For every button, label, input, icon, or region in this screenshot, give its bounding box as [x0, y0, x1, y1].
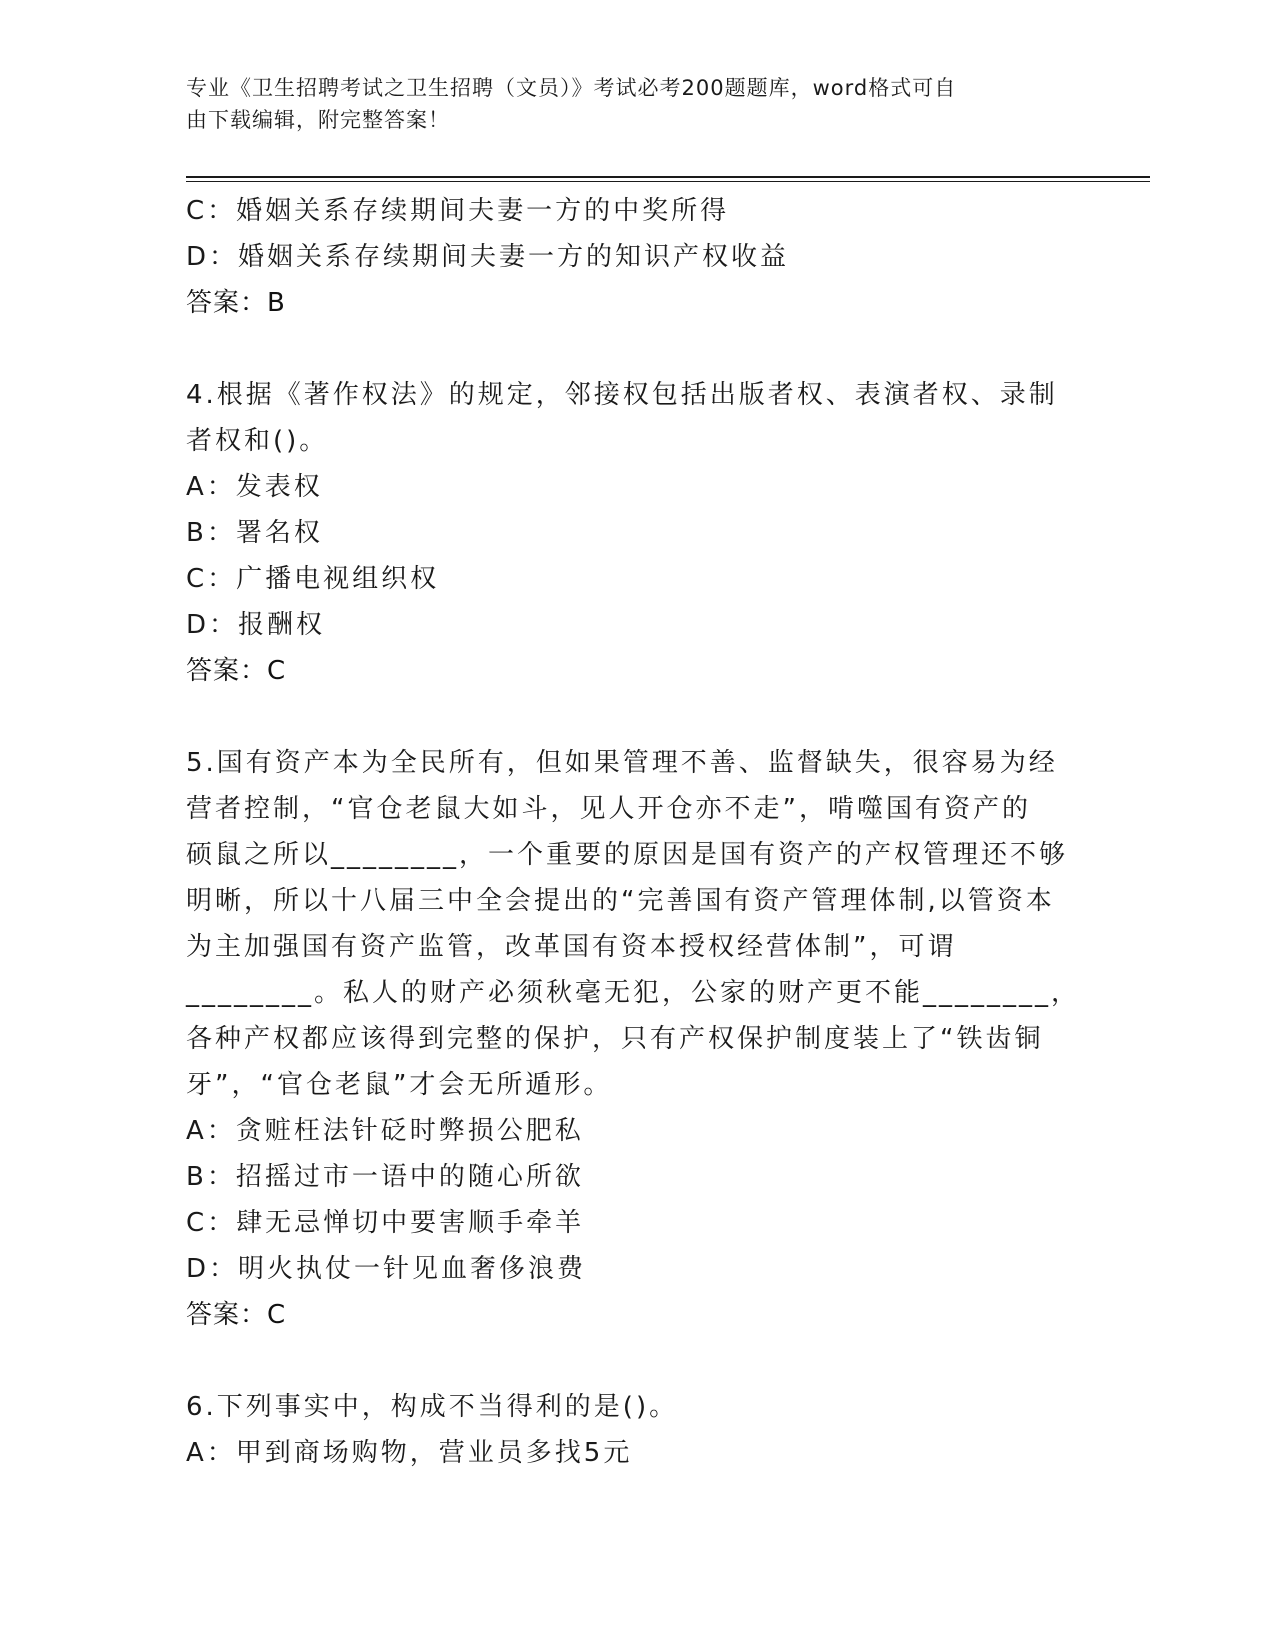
question-4-line-1: 4.根据《著作权法》的规定，邻接权包括出版者权、表演者权、录制 [186, 380, 1058, 410]
prev-answer: 答案：B [186, 288, 286, 318]
question-4-answer: 答案：C [186, 656, 287, 686]
question-5-line-6: ________。私人的财产必须秋毫无犯，公家的财产更不能________， [186, 978, 1081, 1008]
spacer [186, 1338, 1086, 1384]
question-6-option-a: A：甲到商场购物，营业员多找5元 [186, 1438, 633, 1468]
prev-option-d: D：婚姻关系存续期间夫妻一方的知识产权收益 [186, 242, 790, 272]
question-4-option-b: B：署名权 [186, 518, 323, 548]
document-header [186, 72, 1066, 136]
question-5-line-1: 5.国有资产本为全民所有，但如果管理不善、监督缺失，很容易为经 [186, 748, 1058, 778]
question-5-answer: 答案：C [186, 1300, 287, 1330]
question-content [186, 188, 1086, 1476]
question-4-option-c: C：广播电视组织权 [186, 564, 440, 594]
question-5-line-4: 明晰，所以十八届三中全会提出的“完善国有资产管理体制,以管资本 [186, 886, 1055, 916]
question-5-option-a: A：贪赃枉法针砭时弊损公肥私 [186, 1116, 584, 1146]
question-5-line-7: 各种产权都应该得到完整的保护，只有产权保护制度装上了“铁齿铜 [186, 1024, 1044, 1054]
question-5-option-b: B：招摇过市一语中的随心所欲 [186, 1162, 584, 1192]
question-5-line-3: 硕鼠之所以________，一个重要的原因是国有资产的产权管理还不够 [186, 840, 1069, 870]
header-line-1: 专业《卫生招聘考试之卫生招聘（文员）》考试必考200题题库，word格式可自 [186, 76, 957, 100]
question-6-line-1: 6.下列事实中，构成不当得利的是()。 [186, 1392, 679, 1422]
spacer [186, 326, 1086, 372]
header-line-2: 由下载编辑，附完整答案！ [186, 108, 450, 132]
header-divider-thick [186, 176, 1150, 178]
question-4 [186, 372, 1086, 694]
question-5 [186, 740, 1086, 1338]
question-4-line-2: 者权和()。 [186, 426, 329, 456]
header-divider-thin [186, 181, 1150, 182]
question-5-option-d: D：明火执仗一针见血奢侈浪费 [186, 1254, 587, 1284]
question-4-option-a: A：发表权 [186, 472, 323, 502]
question-5-line-8: 牙”，“官仓老鼠”才会无所遁形。 [186, 1070, 613, 1100]
spacer [186, 694, 1086, 740]
question-5-line-5: 为主加强国有资产监管，改革国有资本授权经营体制”，可谓 [186, 932, 957, 962]
question-4-option-d: D：报酬权 [186, 610, 326, 640]
prev-option-c: C：婚姻关系存续期间夫妻一方的中奖所得 [186, 196, 730, 226]
question-6 [186, 1384, 1086, 1476]
question-5-option-c: C：肆无忌惮切中要害顺手牵羊 [186, 1208, 585, 1238]
question-5-line-2: 营者控制，“官仓老鼠大如斗，见人开仓亦不走”，啃噬国有资产的 [186, 794, 1031, 824]
